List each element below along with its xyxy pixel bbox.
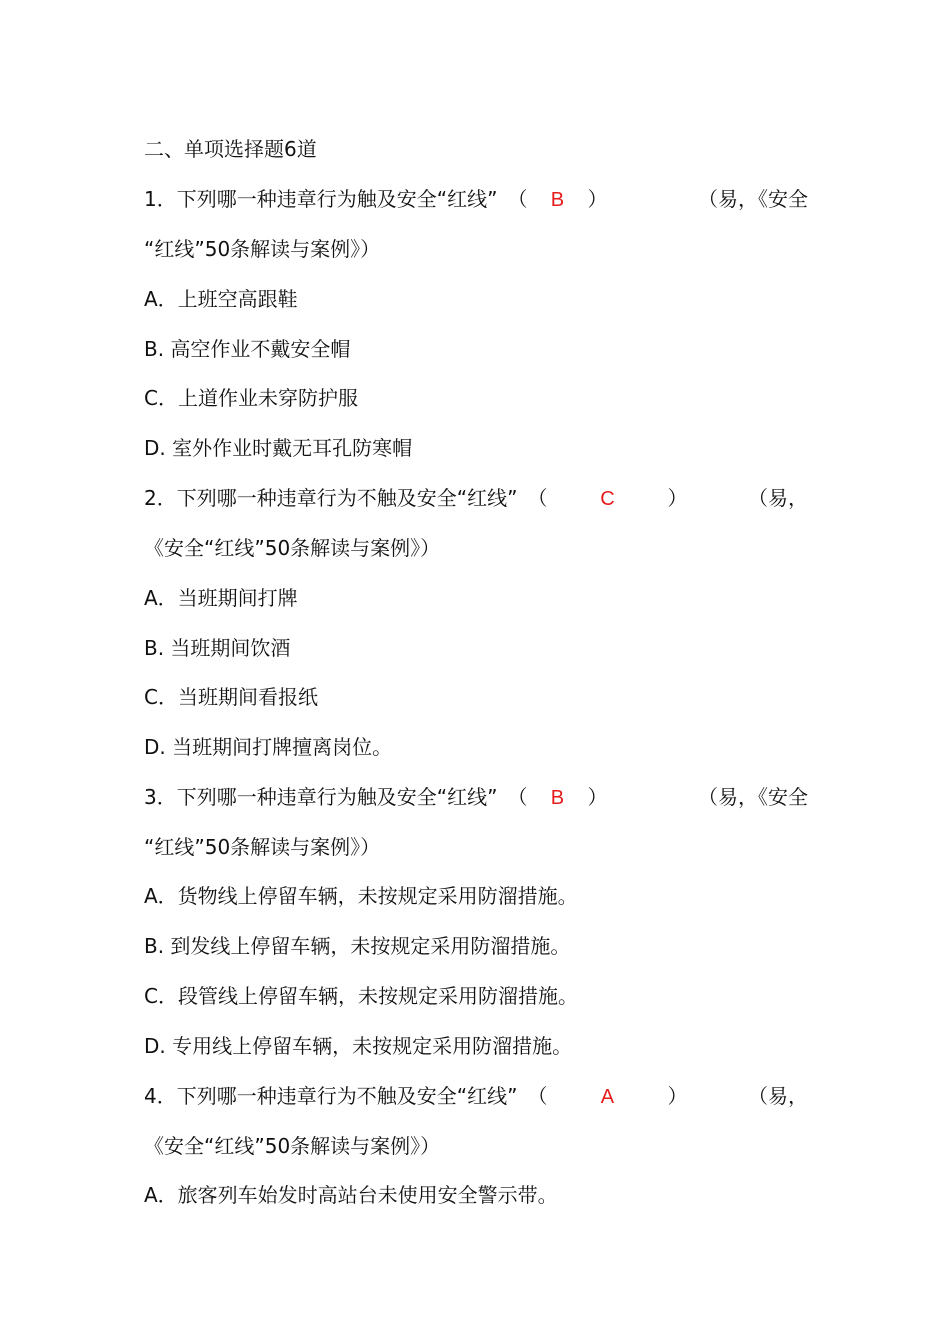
question-4-option-a: A．旅客列车始发时高站台未使用安全警示带。 <box>144 1183 558 1207</box>
question-2-option-a: A．当班期间打牌 <box>144 586 298 610</box>
question-stem: 2．下列哪一种违章行为不触及安全“红线” <box>144 486 518 510</box>
question-3-option-d: D. 专用线上停留车辆，未按规定采用防溜措施。 <box>144 1034 573 1058</box>
answer-mark: B <box>550 189 565 211</box>
question-2-option-c: C．当班期间看报纸 <box>144 685 318 709</box>
paren-open: （ <box>507 785 528 809</box>
question-3-continuation: “红线”50条解读与案例》） <box>144 835 381 859</box>
paren-open: （ <box>507 187 528 211</box>
question-3-option-b: B. 到发线上停留车辆，未按规定采用防溜措施。 <box>144 934 571 958</box>
question-meta: （易，《安全 <box>698 785 808 809</box>
paren-close: ） <box>667 1084 688 1108</box>
paren-close: ） <box>667 486 688 510</box>
question-3-stem-line <box>144 782 808 813</box>
question-2-option-d: D. 当班期间打牌擅离岗位。 <box>144 735 393 759</box>
answer-mark: B <box>550 787 565 809</box>
question-1-option-c: C．上道作业未穿防护服 <box>144 386 358 410</box>
paren-close: ） <box>587 187 608 211</box>
question-2-continuation: 《安全“红线”50条解读与案例》） <box>144 536 441 560</box>
question-1-continuation: “红线”50条解读与案例》） <box>144 237 381 261</box>
question-3-option-a: A．货物线上停留车辆，未按规定采用防溜措施。 <box>144 884 578 908</box>
question-stem: 3．下列哪一种违章行为触及安全“红线” <box>144 785 498 809</box>
answer-mark: A <box>600 1086 615 1108</box>
paren-open: （ <box>527 1084 548 1108</box>
question-3-option-c: C．段管线上停留车辆，未按规定采用防溜措施。 <box>144 984 578 1008</box>
section-title: 二、单项选择题6道 <box>144 137 317 161</box>
paren-open: （ <box>527 486 548 510</box>
question-meta: （易，《安全 <box>698 187 808 211</box>
question-2-option-b: B. 当班期间饮酒 <box>144 636 291 660</box>
question-1-option-a: A．上班空高跟鞋 <box>144 287 298 311</box>
paren-close: ） <box>587 785 608 809</box>
question-1-option-d: D. 室外作业时戴无耳孔防寒帽 <box>144 436 413 460</box>
question-stem: 4．下列哪一种违章行为不触及安全“红线” <box>144 1084 518 1108</box>
question-2-stem-line <box>144 483 808 514</box>
answer-mark: C <box>600 488 615 510</box>
question-meta: （易， <box>748 486 808 510</box>
question-4-stem-line <box>144 1081 808 1112</box>
question-stem: 1．下列哪一种违章行为触及安全“红线” <box>144 187 498 211</box>
question-1-option-b: B. 高空作业不戴安全帽 <box>144 337 351 361</box>
question-meta: （易， <box>748 1084 808 1108</box>
question-4-continuation: 《安全“红线”50条解读与案例》） <box>144 1134 441 1158</box>
question-1-stem-line <box>144 184 808 215</box>
